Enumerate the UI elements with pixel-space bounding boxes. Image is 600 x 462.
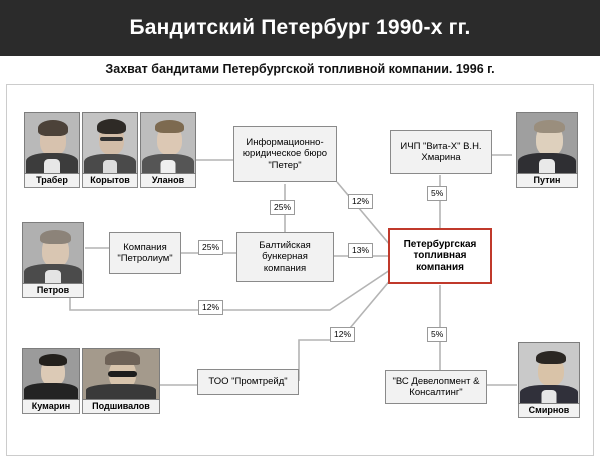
node-label: Компания "Петролиум" bbox=[117, 241, 173, 264]
node-label: Петербургская топливная компания bbox=[403, 238, 477, 273]
person-label-korytov: Корытов bbox=[82, 174, 138, 188]
node-promtrade[interactable] bbox=[197, 369, 299, 395]
share-vsdev-ptk: 5% bbox=[427, 327, 447, 342]
share-promtrade-ptk: 12% bbox=[330, 327, 355, 342]
person-card-podshivalov bbox=[82, 348, 160, 414]
person-label-smirnov: Смирнов bbox=[518, 404, 580, 418]
share-petrolium-baltic: 25% bbox=[198, 240, 223, 255]
node-label: ТОО "Промтрейд" bbox=[208, 376, 288, 388]
person-label-kumarin: Кумарин bbox=[22, 400, 80, 414]
avatar bbox=[22, 222, 84, 284]
share-peter-ptk: 12% bbox=[348, 194, 373, 209]
person-card-putin bbox=[516, 112, 578, 188]
node-petrolium[interactable] bbox=[109, 232, 181, 274]
node-label: Балтийская бункерная компания bbox=[259, 239, 311, 274]
share-petrov-ptk: 12% bbox=[198, 300, 223, 315]
person-label-putin: Путин bbox=[516, 174, 578, 188]
title-bar bbox=[0, 0, 600, 56]
person-card-traber bbox=[24, 112, 80, 188]
avatar bbox=[22, 348, 80, 400]
person-card-ulanov bbox=[140, 112, 196, 188]
share-baltic-ptk: 13% bbox=[348, 243, 373, 258]
avatar bbox=[82, 112, 138, 174]
node-peter-bureau[interactable] bbox=[233, 126, 337, 182]
share-vita-ptk: 5% bbox=[427, 186, 447, 201]
node-vs-development[interactable] bbox=[385, 370, 487, 404]
page-subtitle: Захват бандитами Петербургской топливной компании. 1996 г. bbox=[105, 62, 495, 76]
avatar bbox=[82, 348, 160, 400]
node-label: Информационно-юридическое бюро "Петер" bbox=[242, 136, 328, 171]
avatar bbox=[24, 112, 80, 174]
person-card-smirnov bbox=[518, 342, 580, 418]
avatar bbox=[516, 112, 578, 174]
person-label-podshivalov: Подшивалов bbox=[82, 400, 160, 414]
person-label-petrov: Петров bbox=[22, 284, 84, 298]
person-card-kumarin bbox=[22, 348, 80, 414]
node-ptk[interactable] bbox=[388, 228, 492, 284]
share-peter-baltic: 25% bbox=[270, 200, 295, 215]
node-baltic-bunker[interactable] bbox=[236, 232, 334, 282]
person-label-ulanov: Уланов bbox=[140, 174, 196, 188]
node-label: ИЧП "Вита-Х" В.Н. Хмарина bbox=[400, 140, 482, 163]
person-card-petrov bbox=[22, 222, 84, 298]
page-title: Бандитский Петербург 1990-х гг. bbox=[129, 16, 471, 39]
node-vita-x[interactable] bbox=[390, 130, 492, 174]
person-label-traber: Трабер bbox=[24, 174, 80, 188]
person-card-korytov bbox=[82, 112, 138, 188]
avatar bbox=[518, 342, 580, 404]
node-label: "ВС Девелопмент & Консалтинг" bbox=[392, 375, 480, 398]
avatar bbox=[140, 112, 196, 174]
